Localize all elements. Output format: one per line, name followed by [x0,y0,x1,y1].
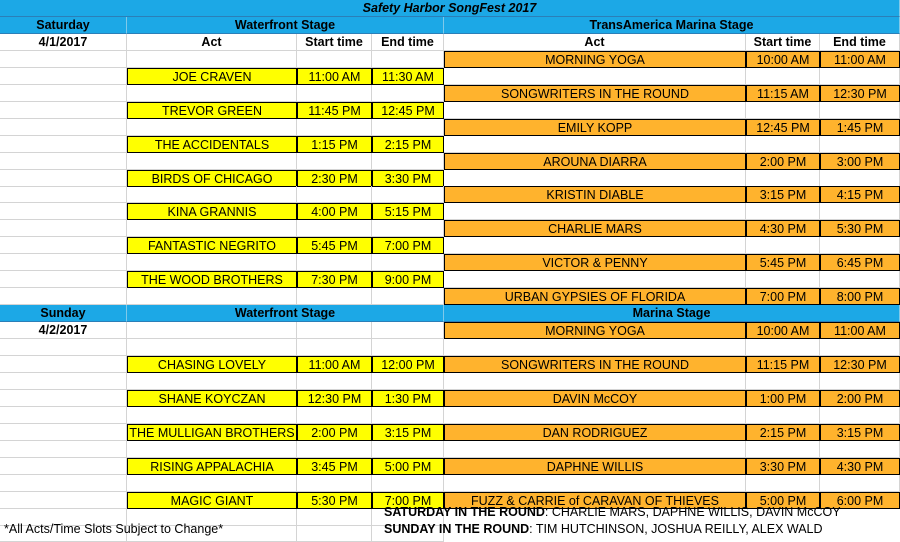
waterfront-start-time: 5:45 PM [297,237,372,254]
marina-end-time: 1:45 PM [820,119,900,136]
empty-cell [0,254,127,271]
empty-cell [0,492,127,509]
empty-cell [297,288,372,305]
empty-cell [444,373,746,390]
empty-cell [820,271,900,288]
empty-cell [746,373,820,390]
empty-cell [297,254,372,271]
empty-cell [127,85,297,102]
waterfront-end-time: 3:15 PM [372,424,444,441]
waterfront-act: SHANE KOYCZAN [127,390,297,407]
marina-act: MORNING YOGA [444,322,746,339]
marina-start-time: 4:30 PM [746,220,820,237]
marina-start-time: 3:30 PM [746,458,820,475]
empty-cell [0,373,127,390]
empty-cell [746,475,820,492]
waterfront-start-time: 3:45 PM [297,458,372,475]
empty-cell [820,203,900,220]
empty-cell [444,339,746,356]
waterfront-stage-header: Waterfront Stage [127,305,444,322]
marina-start-time: 2:15 PM [746,424,820,441]
marina-act: KRISTIN DIABLE [444,186,746,203]
empty-cell [372,119,444,136]
empty-cell [0,136,127,153]
empty-cell [297,373,372,390]
empty-cell [127,322,297,339]
empty-cell [297,220,372,237]
empty-cell [372,288,444,305]
empty-cell [127,153,297,170]
col-header-act: Act [127,34,297,51]
empty-cell [127,339,297,356]
empty-cell [820,237,900,254]
sunday-round-note [384,521,823,538]
empty-cell [0,220,127,237]
empty-cell [0,170,127,187]
empty-cell [746,102,820,119]
marina-end-time: 3:15 PM [820,424,900,441]
marina-start-time: 12:45 PM [746,119,820,136]
empty-cell [0,271,127,288]
empty-cell [127,288,297,305]
sunday-round-label: SUNDAY IN THE ROUND [384,522,530,536]
empty-cell [372,339,444,356]
empty-cell [297,51,372,68]
empty-cell [444,136,746,153]
marina-start-time: 10:00 AM [746,322,820,339]
empty-cell [0,441,127,458]
marina-act: MORNING YOGA [444,51,746,68]
marina-stage-header: Marina Stage [444,305,900,322]
waterfront-start-time: 1:15 PM [297,136,372,153]
empty-cell [746,203,820,220]
empty-cell [372,220,444,237]
waterfront-end-time: 5:15 PM [372,203,444,220]
empty-cell [444,203,746,220]
empty-cell [127,254,297,271]
empty-cell [444,237,746,254]
day-label: Saturday [0,17,127,34]
marina-end-time: 5:30 PM [820,220,900,237]
empty-cell [0,356,127,373]
empty-cell [0,390,127,407]
empty-cell [127,373,297,390]
marina-act: CHARLIE MARS [444,220,746,237]
marina-act: VICTOR & PENNY [444,254,746,271]
marina-act: DAN RODRIGUEZ [444,424,746,441]
empty-cell [820,102,900,119]
waterfront-act: THE WOOD BROTHERS [127,271,297,288]
empty-cell [746,339,820,356]
marina-end-time: 4:15 PM [820,186,900,203]
empty-cell [444,407,746,424]
waterfront-act: BIRDS OF CHICAGO [127,170,297,187]
empty-cell [297,475,372,492]
empty-cell [820,136,900,153]
marina-end-time: 4:30 PM [820,458,900,475]
waterfront-act: KINA GRANNIS [127,203,297,220]
waterfront-end-time: 5:00 PM [372,458,444,475]
waterfront-end-time: 9:00 PM [372,271,444,288]
marina-start-time: 2:00 PM [746,153,820,170]
marina-start-time: 3:15 PM [746,186,820,203]
empty-cell [297,525,372,542]
marina-act: DAVIN McCOY [444,390,746,407]
waterfront-start-time: 5:30 PM [297,492,372,509]
marina-start-time: 1:00 PM [746,390,820,407]
marina-col-header-end: End time [820,34,900,51]
disclaimer-note: *All Acts/Time Slots Subject to Change* [4,522,224,536]
empty-cell [444,68,746,85]
marina-end-time: 6:45 PM [820,254,900,271]
day-label: Sunday [0,305,127,322]
empty-cell [127,51,297,68]
empty-cell [0,237,127,254]
empty-cell [372,153,444,170]
marina-act: SONGWRITERS IN THE ROUND [444,356,746,373]
waterfront-end-time: 11:30 AM [372,68,444,85]
marina-act: AROUNA DIARRA [444,153,746,170]
empty-cell [444,170,746,187]
waterfront-start-time: 11:00 AM [297,356,372,373]
empty-cell [746,407,820,424]
empty-cell [0,153,127,170]
empty-cell [127,220,297,237]
empty-cell [444,475,746,492]
marina-act: FUZZ & CARRIE of CARAVAN OF THIEVES [444,492,746,509]
marina-stage-header: TransAmerica Marina Stage [444,17,900,34]
waterfront-act: MAGIC GIANT [127,492,297,509]
date-label: 4/2/2017 [0,322,127,339]
empty-cell [372,85,444,102]
empty-cell [0,339,127,356]
empty-cell [820,407,900,424]
empty-cell [297,509,372,526]
empty-cell [297,186,372,203]
marina-act: EMILY KOPP [444,119,746,136]
empty-cell [746,441,820,458]
waterfront-end-time: 1:30 PM [372,390,444,407]
empty-cell [820,339,900,356]
empty-cell [372,186,444,203]
waterfront-act: TREVOR GREEN [127,102,297,119]
empty-cell [297,85,372,102]
empty-cell [820,170,900,187]
empty-cell [0,288,127,305]
marina-act: SONGWRITERS IN THE ROUND [444,85,746,102]
marina-end-time: 8:00 PM [820,288,900,305]
waterfront-act: THE ACCIDENTALS [127,136,297,153]
marina-end-time: 6:00 PM [820,492,900,509]
waterfront-start-time: 11:00 AM [297,68,372,85]
waterfront-end-time: 12:00 PM [372,356,444,373]
waterfront-start-time: 12:30 PM [297,390,372,407]
marina-start-time: 11:15 AM [746,85,820,102]
empty-cell [444,102,746,119]
empty-cell [746,136,820,153]
empty-cell [297,153,372,170]
empty-cell [820,475,900,492]
marina-end-time: 2:00 PM [820,390,900,407]
empty-cell [0,51,127,68]
empty-cell [127,119,297,136]
waterfront-act: FANTASTIC NEGRITO [127,237,297,254]
marina-end-time: 11:00 AM [820,322,900,339]
marina-act: DAPHNE WILLIS [444,458,746,475]
empty-cell [820,441,900,458]
marina-col-header-start: Start time [746,34,820,51]
waterfront-start-time: 11:45 PM [297,102,372,119]
empty-cell [0,119,127,136]
waterfront-start-time: 4:00 PM [297,203,372,220]
empty-cell [0,458,127,475]
saturday-round-names: : CHARLIE MARS, DAPHNE WILLIS, DAVIN McCOY [544,505,841,519]
empty-cell [372,373,444,390]
sunday-round-names: : TIM HUTCHINSON, JOSHUA REILLY, ALEX WALD [529,522,823,536]
col-header-end: End time [372,34,444,51]
empty-cell [372,322,444,339]
marina-start-time: 5:00 PM [746,492,820,509]
marina-end-time: 3:00 PM [820,153,900,170]
empty-cell [746,68,820,85]
waterfront-end-time: 7:00 PM [372,237,444,254]
marina-end-time: 11:00 AM [820,51,900,68]
empty-cell [297,339,372,356]
waterfront-start-time: 7:30 PM [297,271,372,288]
empty-cell [0,407,127,424]
waterfront-end-time: 3:30 PM [372,170,444,187]
col-header-start: Start time [297,34,372,51]
empty-cell [746,170,820,187]
marina-start-time: 5:45 PM [746,254,820,271]
empty-cell [444,271,746,288]
waterfront-end-time: 2:15 PM [372,136,444,153]
date-label: 4/1/2017 [0,34,127,51]
empty-cell [746,237,820,254]
empty-cell [372,51,444,68]
marina-act: URBAN GYPSIES OF FLORIDA [444,288,746,305]
empty-cell [127,441,297,458]
marina-start-time: 7:00 PM [746,288,820,305]
saturday-round-note [384,504,841,521]
empty-cell [372,407,444,424]
marina-end-time: 12:30 PM [820,356,900,373]
marina-start-time: 11:15 PM [746,356,820,373]
empty-cell [820,68,900,85]
empty-cell [820,373,900,390]
empty-cell [372,475,444,492]
marina-col-header-act: Act [444,34,746,51]
empty-cell [297,407,372,424]
waterfront-stage-header: Waterfront Stage [127,17,444,34]
waterfront-start-time: 2:30 PM [297,170,372,187]
empty-cell [0,475,127,492]
waterfront-act: RISING APPALACHIA [127,458,297,475]
waterfront-end-time: 12:45 PM [372,102,444,119]
page-title: Safety Harbor SongFest 2017 [0,0,900,17]
marina-start-time: 10:00 AM [746,51,820,68]
empty-cell [0,186,127,203]
empty-cell [297,441,372,458]
empty-cell [297,119,372,136]
empty-cell [444,441,746,458]
empty-cell [372,441,444,458]
waterfront-act: CHASING LOVELY [127,356,297,373]
empty-cell [127,186,297,203]
empty-cell [0,102,127,119]
empty-cell [0,424,127,441]
waterfront-end-time: 7:00 PM [372,492,444,509]
empty-cell [127,475,297,492]
empty-cell [0,68,127,85]
empty-cell [297,322,372,339]
waterfront-act: JOE CRAVEN [127,68,297,85]
marina-end-time: 12:30 PM [820,85,900,102]
saturday-round-label: SATURDAY IN THE ROUND [384,505,545,519]
empty-cell [372,254,444,271]
empty-cell [0,85,127,102]
empty-cell [746,271,820,288]
empty-cell [127,407,297,424]
waterfront-act: THE MULLIGAN BROTHERS [127,424,297,441]
waterfront-start-time: 2:00 PM [297,424,372,441]
empty-cell [0,203,127,220]
